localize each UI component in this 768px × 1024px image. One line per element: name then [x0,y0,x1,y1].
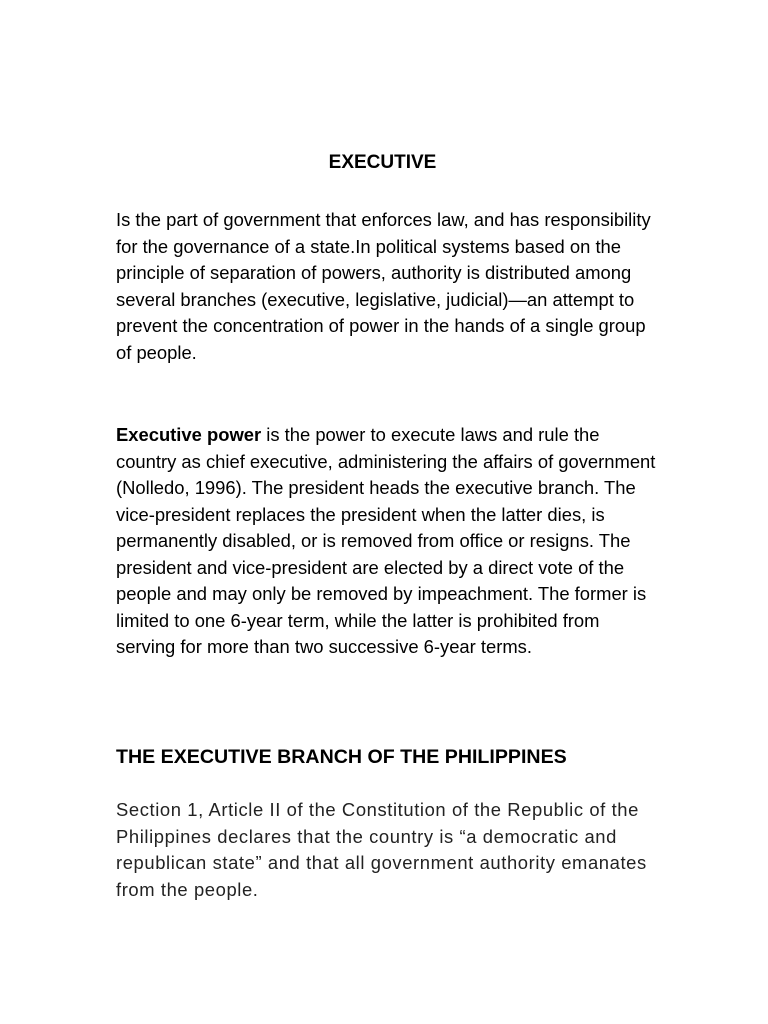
executive-power-description: is the power to execute laws and rule the country as chief executive, administering the affairs of government (Nolledo, 1996). The president heads the executive branch. The vice-president replaces the president when the latter dies, is permanently disabled, or is removed from office or resigns. The president and vice-president are elected by a direct vote of the people and may only be removed by impeachment. The former is limited to one 6-year term, while the latter is prohibited from serving for more than two successive 6-year terms. [116,424,656,657]
document-title: EXECUTIVE [328,152,437,173]
paragraph-constitution: Section 1, Article II of the Constitution of the Republic of the Philippines declares that the country is “a democratic and republican state” and that all government authority emanates from the people. [116,799,647,900]
paragraph-executive-definition: Is the part of government that enforces law, and has responsibility for the governance of a state.In political systems based on the principle of separation of powers, authority is distributed among several branches (executive, legislative, judicial)—an attempt to prevent the concentration of power in the hands of a single group of people. [116,209,651,363]
executive-power-term: Executive power [116,424,262,445]
paragraph-executive-power [116,422,656,661]
section-heading: THE EXECUTIVE BRANCH OF THE PHILIPPINES [116,746,567,768]
